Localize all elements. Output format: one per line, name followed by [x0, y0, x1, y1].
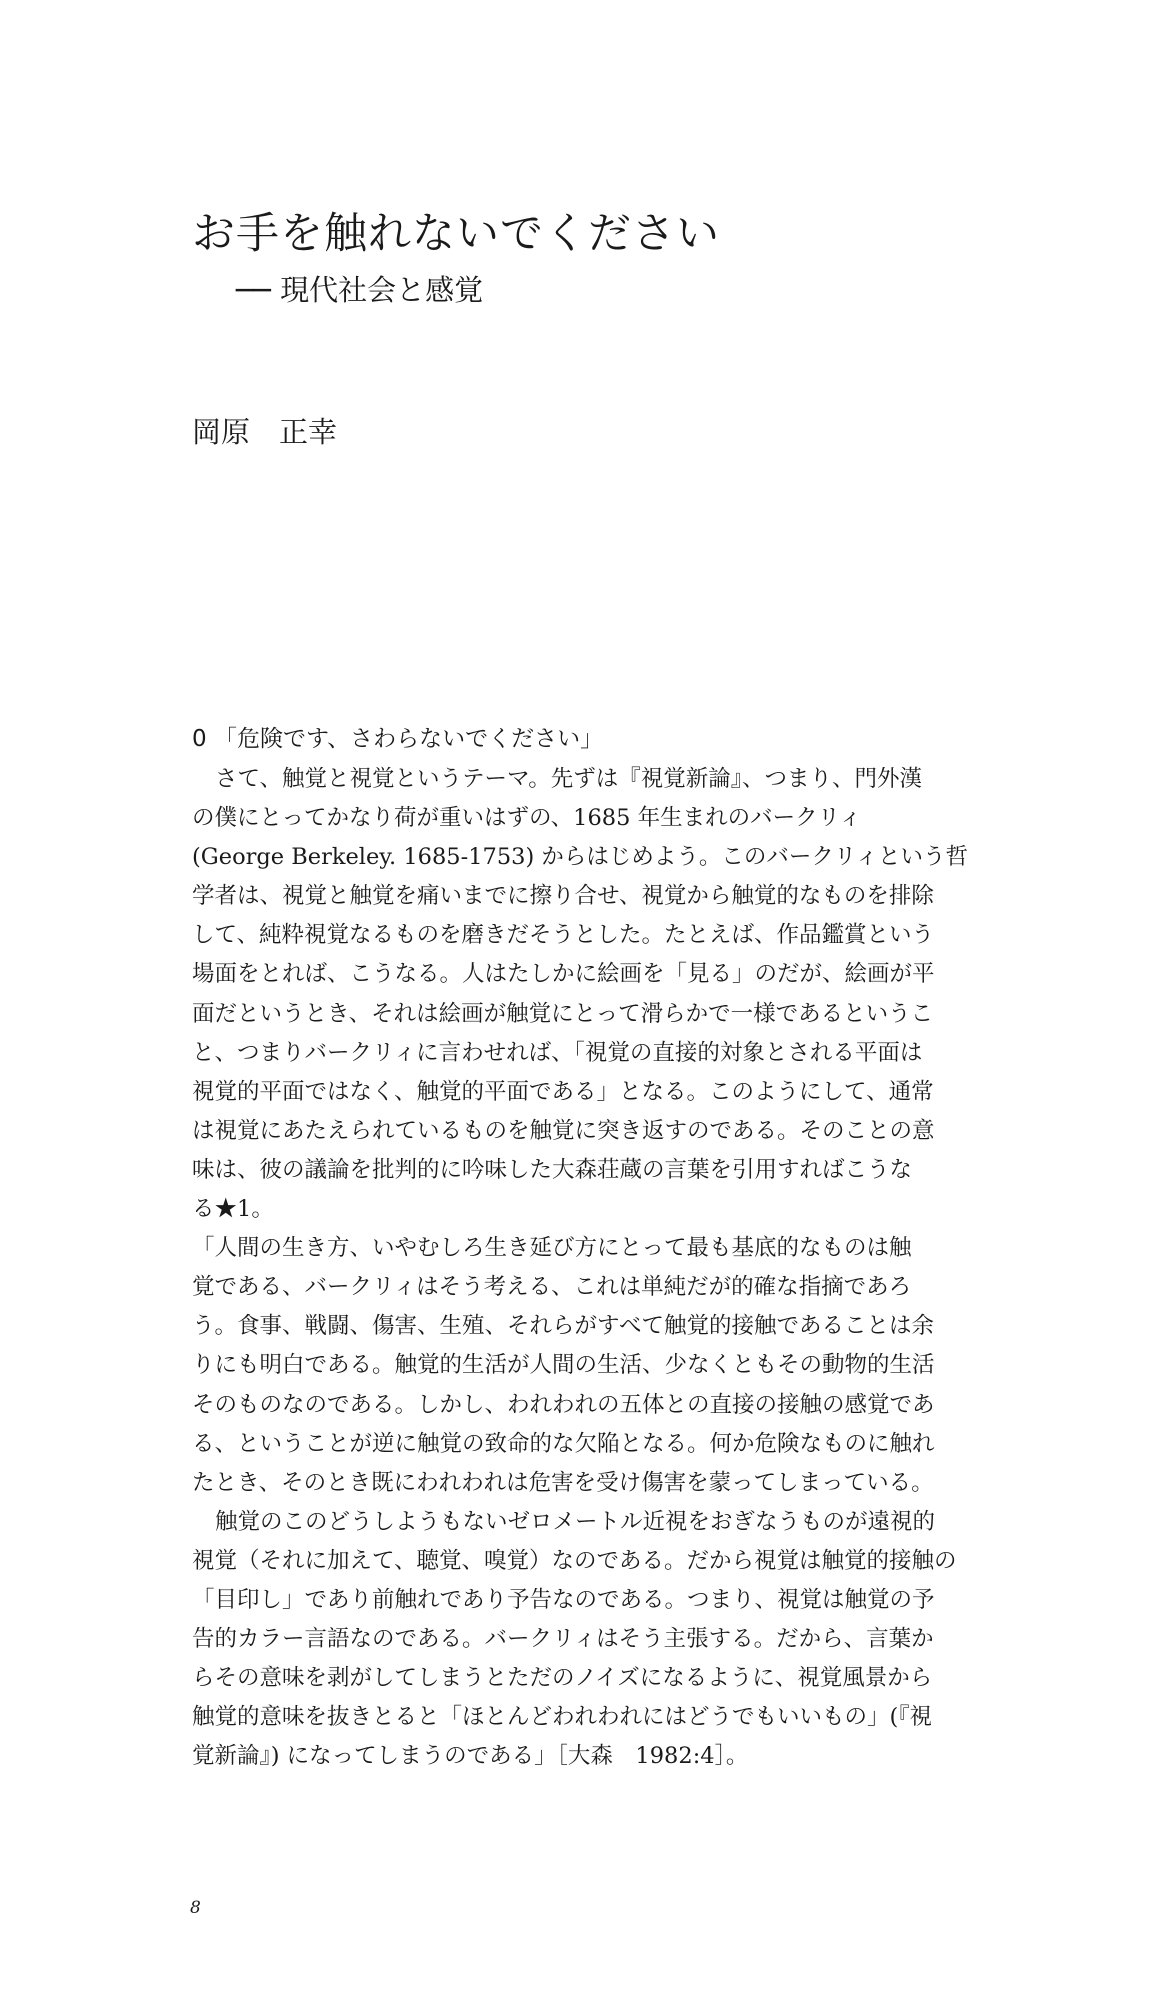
- body-line: の僕にとってかなり荷が重いはずの、1685 年生まれのバークリィ: [192, 805, 862, 832]
- article-title: お手を触れないでください: [192, 209, 720, 259]
- quote-line: たとき、そのとき既にわれわれは危害を受け傷害を蒙ってしまっている。: [192, 1469, 934, 1496]
- author-name: 岡原 正幸: [192, 415, 338, 449]
- quote-line: 視覚（それに加えて、聴覚、嗅覚）なのである。だから視覚は触覚的接触の: [192, 1547, 957, 1574]
- page-number: 8: [190, 1898, 201, 1918]
- section-heading: 0 「危険です、さわらないでください」: [192, 726, 604, 752]
- quote-line-citation: 覚新論』) になってしまうのである」［大森 1982:4］。: [192, 1743, 749, 1770]
- body-line: 味は、彼の議論を批判的に吟味した大森荘蔵の言葉を引用すればこうな: [192, 1156, 913, 1183]
- quote-line: 「人間の生き方、いやむしろ生き延び方にとって最も基底的なものは触: [192, 1235, 912, 1262]
- quote-line: 「目印し」であり前触れであり予告なのである。つまり、視覚は触覚の予: [192, 1586, 935, 1613]
- quote-line: そのものなのである。しかし、われわれの五体との直接の接触の感覚であ: [192, 1391, 935, 1418]
- quote-line: 告的カラー言語なのである。バークリィはそう主張する。だから、言葉か: [192, 1626, 934, 1653]
- article-subtitle: ── 現代社会と感覚: [236, 273, 484, 307]
- body-line: 視覚的平面ではなく、触覚的平面である」となる。このようにして、通常: [192, 1078, 934, 1105]
- body-line: さて、触覚と視覚というテーマ。先ずは『視覚新論』、つまり、門外漢: [215, 766, 922, 792]
- body-line: 面だというとき、それは絵画が触覚にとって滑らかで一様であるというこ: [192, 1000, 934, 1027]
- quote-line: 覚である、バークリィはそう考える、これは単純だが的確な指摘であろ: [192, 1274, 912, 1301]
- body-line: は視覚にあたえられているものを触覚に突き返すのである。そのことの意: [192, 1117, 935, 1144]
- body-line: と、つまりバークリィに言わせれば、「視覚の直接的対象とされる平面は: [192, 1039, 923, 1066]
- quote-line: 触覚的意味を抜きとると「ほとんどわれわれにはどうでもいいもの」(『視: [192, 1704, 933, 1731]
- quote-line: らその意味を剥がしてしまうとただのノイズになるように、視覚風景から: [192, 1665, 933, 1692]
- article-body: [192, 760, 982, 1776]
- quote-line: りにも明白である。触覚的生活が人間の生活、少なくともその動物的生活: [192, 1352, 935, 1379]
- body-line-footnote-ref: る★1。: [192, 1196, 274, 1223]
- quote-line: る、ということが逆に触覚の致命的な欠陥となる。何か危険なものに触れ: [192, 1430, 935, 1457]
- body-line: して、純粋視覚なるものを磨きだそうとした。たとえば、作品鑑賞という: [192, 922, 935, 949]
- body-line: 学者は、視覚と触覚を痛いまでに擦り合せ、視覚から触覚的なものを排除: [192, 883, 934, 910]
- body-line: 場面をとれば、こうなる。人はたしかに絵画を「見る」のだが、絵画が平: [192, 961, 935, 988]
- quote-line: う。食事、戦闘、傷害、生殖、それらがすべて触覚的接触であることは余: [192, 1313, 935, 1340]
- quote-line: 触覚のこのどうしようもないゼロメートル近視をおぎなうものが遠視的: [215, 1508, 936, 1535]
- body-line: (George Berkeley. 1685-1753) からはじめよう。このバークリィという哲: [192, 844, 968, 871]
